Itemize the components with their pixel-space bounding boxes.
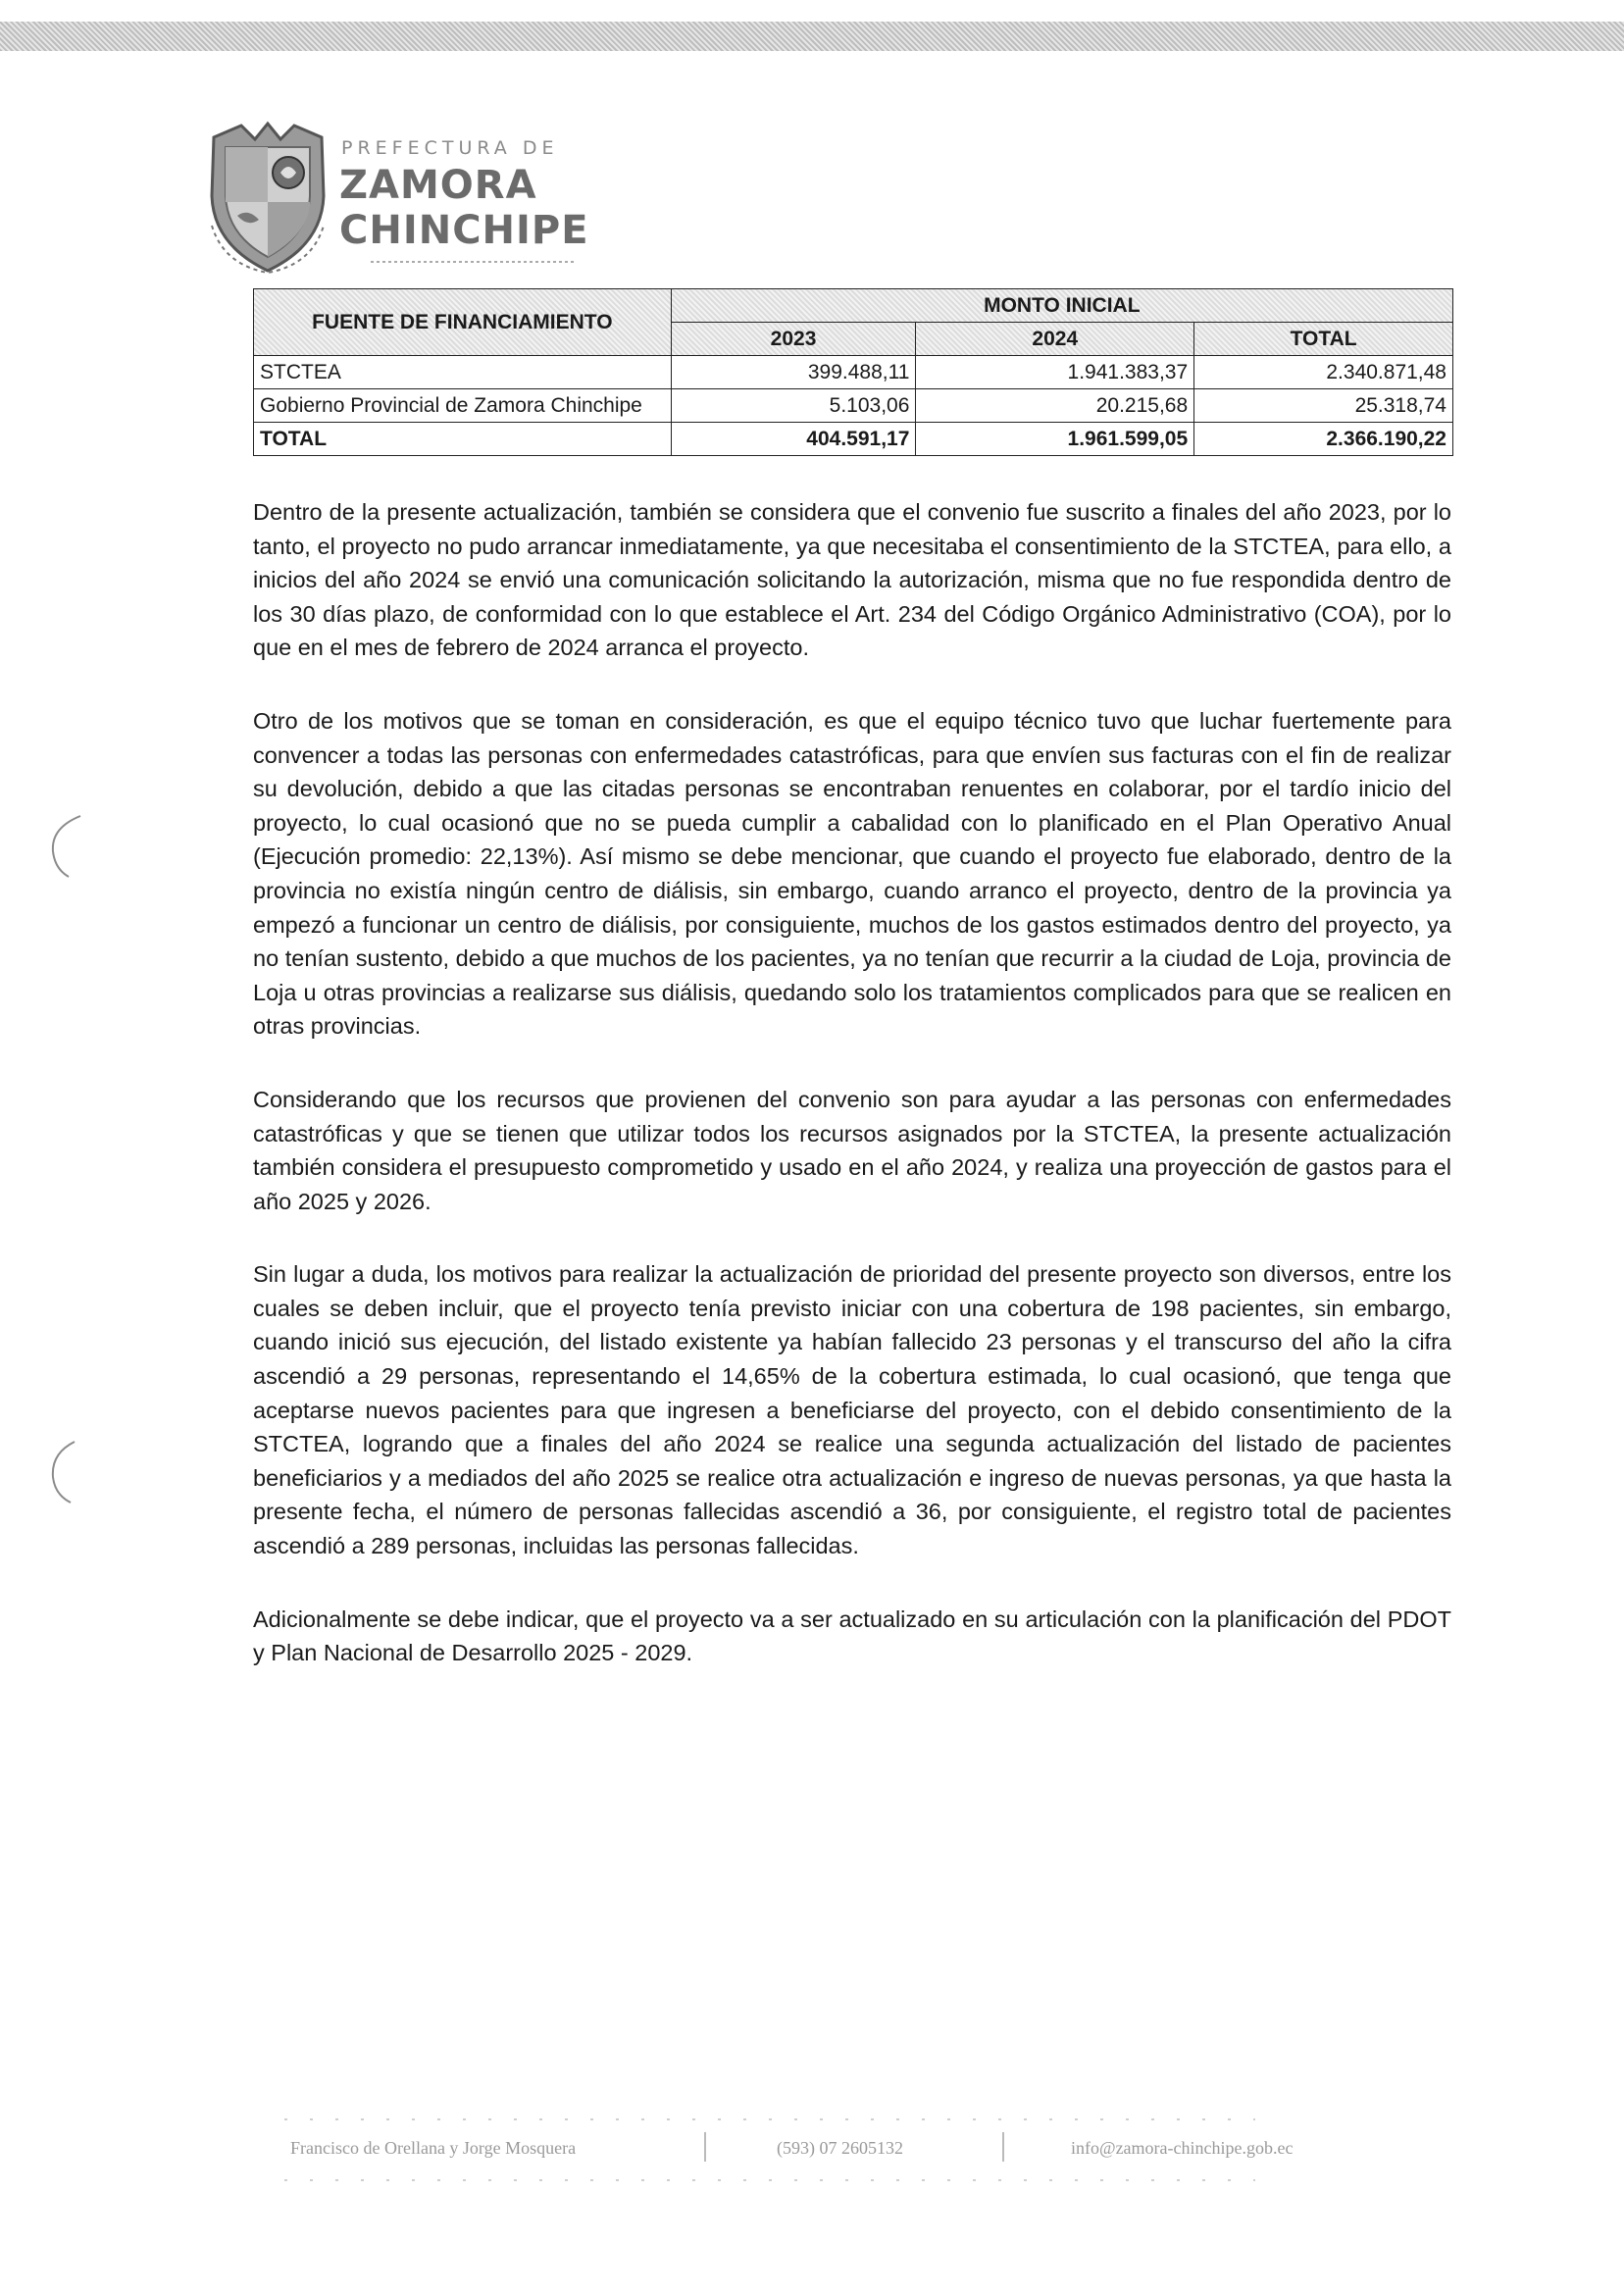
cell-2024: 1.941.383,37 [916, 356, 1194, 389]
cell-total: 2.366.190,22 [1194, 423, 1453, 456]
cell-2024: 20.215,68 [916, 389, 1194, 423]
table-row-total [254, 423, 1453, 456]
footer-separator [704, 2132, 706, 2162]
footer-email: info@zamora-chinchipe.gob.ec [1071, 2138, 1294, 2158]
footer-phone: (593) 07 2605132 [777, 2138, 903, 2158]
cell-2023: 404.591,17 [671, 423, 916, 456]
org-name-line1: PREFECTURA DE [341, 137, 559, 159]
paragraph-2: Otro de los motivos que se toman en consideración, es que el equipo técnico tuvo que luchar fuertemente para convencer a todas las personas con enfermedades catastróficas, para que envíen sus facturas con el fin de realizar su devolución, debido a que las citadas personas se encontraban renuentes en colaborar, por el tardío inicio del proyecto, lo cual ocasionó que no se pueda cumplir a cabalidad con lo planificado en el Plan Operativo Anual (Ejecución promedio: 22,13%). Así mismo se debe mencionar, que cuando el proyecto fue elaborado, dentro de la provincia no existía ningún centro de diálisis, sin embargo, cuando arranco el proyecto, dentro de la provincia ya empezó a funcionar un centro de diálisis, por consiguiente, muchos de los gastos estimados dentro del proyecto, ya no tenían sustento, debido a que muchos de los pacientes, ya no tenían que recurrir a la ciudad de Loja, provincia de Loja u otras provincias a realizarse sus diálisis, quedando solo los tratamientos complicados para que se realicen en otras provincias. [253, 707, 1451, 1040]
scan-top-band [0, 22, 1624, 51]
footer-dotted-line [284, 2118, 1255, 2120]
table-row [254, 389, 1453, 423]
header-total: TOTAL [1194, 323, 1453, 356]
logo-underline [371, 261, 577, 263]
cell-source: TOTAL [254, 423, 672, 456]
header-funding-source: FUENTE DE FINANCIAMIENTO [254, 289, 672, 356]
org-name-line2: ZAMORA [339, 163, 537, 208]
header-initial-amount: MONTO INICIAL [671, 289, 1452, 323]
cell-2024: 1.961.599,05 [916, 423, 1194, 456]
header-2024: 2024 [916, 323, 1194, 356]
paragraph-3: Considerando que los recursos que provienen del convenio son para ayudar a las personas con enfermedades catastróficas y que se tienen que utilizar todos los recursos asignados por la STCTEA, la presente actualización también considera el presupuesto comprometido y usado en el año 2024, y realiza una proyección de gastos para el año 2025 y 2026. [253, 1086, 1451, 1214]
header-2023: 2023 [671, 323, 916, 356]
cell-total: 25.318,74 [1194, 389, 1453, 423]
body-text [253, 495, 1451, 1709]
paragraph-4: Sin lugar a duda, los motivos para realizar la actualización de prioridad del presente proyecto son diversos, entre los cuales se deben incluir, que el proyecto tenía previsto iniciar con una cobertura de 198 pacientes, sin embargo, cuando inició sus ejecución, del listado existente ya habían fallecido 23 personas y el transcurso del año la cifra ascendió a 29 personas, representando el 14,65% de la cobertura estimada, lo cual ocasionó, que tenga que aceptarse nuevos pacientes para que ingresen a beneficiarse del proyecto, con el debido consentimiento de la STCTEA, logrando que a finales del año 2024 se realice una segunda actualización del listado de pacientes beneficiarios y a mediados del año 2025 se realice otra actualización e ingreso de nuevas personas, ya que hasta la presente fecha, el número de personas fallecidas ascendió a 36, por consiguiente, el registro total de pacientes ascendió a 289 personas, incluidas las personas fallecidas. [253, 1261, 1451, 1559]
footer-address: Francisco de Orellana y Jorge Mosquera [290, 2138, 577, 2158]
cell-2023: 5.103,06 [671, 389, 916, 423]
footer-dotted-line [284, 2179, 1255, 2181]
cell-source: STCTEA [254, 356, 672, 389]
funding-table [253, 288, 1453, 456]
crest-icon [204, 118, 331, 275]
paragraph-5: Adicionalmente se debe indicar, que el proyecto va a ser actualizado en su articulación con la planificación del PDOT y Plan Nacional de Desarrollo 2025 - 2029. [253, 1606, 1451, 1666]
punch-mark-icon [45, 812, 84, 881]
table-row [254, 356, 1453, 389]
org-name-line3: CHINCHIPE [339, 208, 589, 253]
punch-mark-icon [45, 1438, 84, 1506]
paragraph-1: Dentro de la presente actualización, también se considera que el convenio fue suscrito a finales del año 2023, por lo tanto, el proyecto no pudo arrancar inmediatamente, ya que necesitaba el consentimiento de la STCTEA, para ello, a inicios del año 2024 se envió una comunicación solicitando la autorización, misma que no fue respondida dentro de los 30 días plazo, de conformidad con lo que establece el Art. 234 del Código Orgánico Administrativo (COA), por lo que en el mes de febrero de 2024 arranca el proyecto. [253, 499, 1451, 661]
cell-total: 2.340.871,48 [1194, 356, 1453, 389]
cell-2023: 399.488,11 [671, 356, 916, 389]
cell-source: Gobierno Provincial de Zamora Chinchipe [254, 389, 672, 423]
footer-separator [1002, 2132, 1004, 2162]
prefecture-logo [204, 114, 596, 282]
